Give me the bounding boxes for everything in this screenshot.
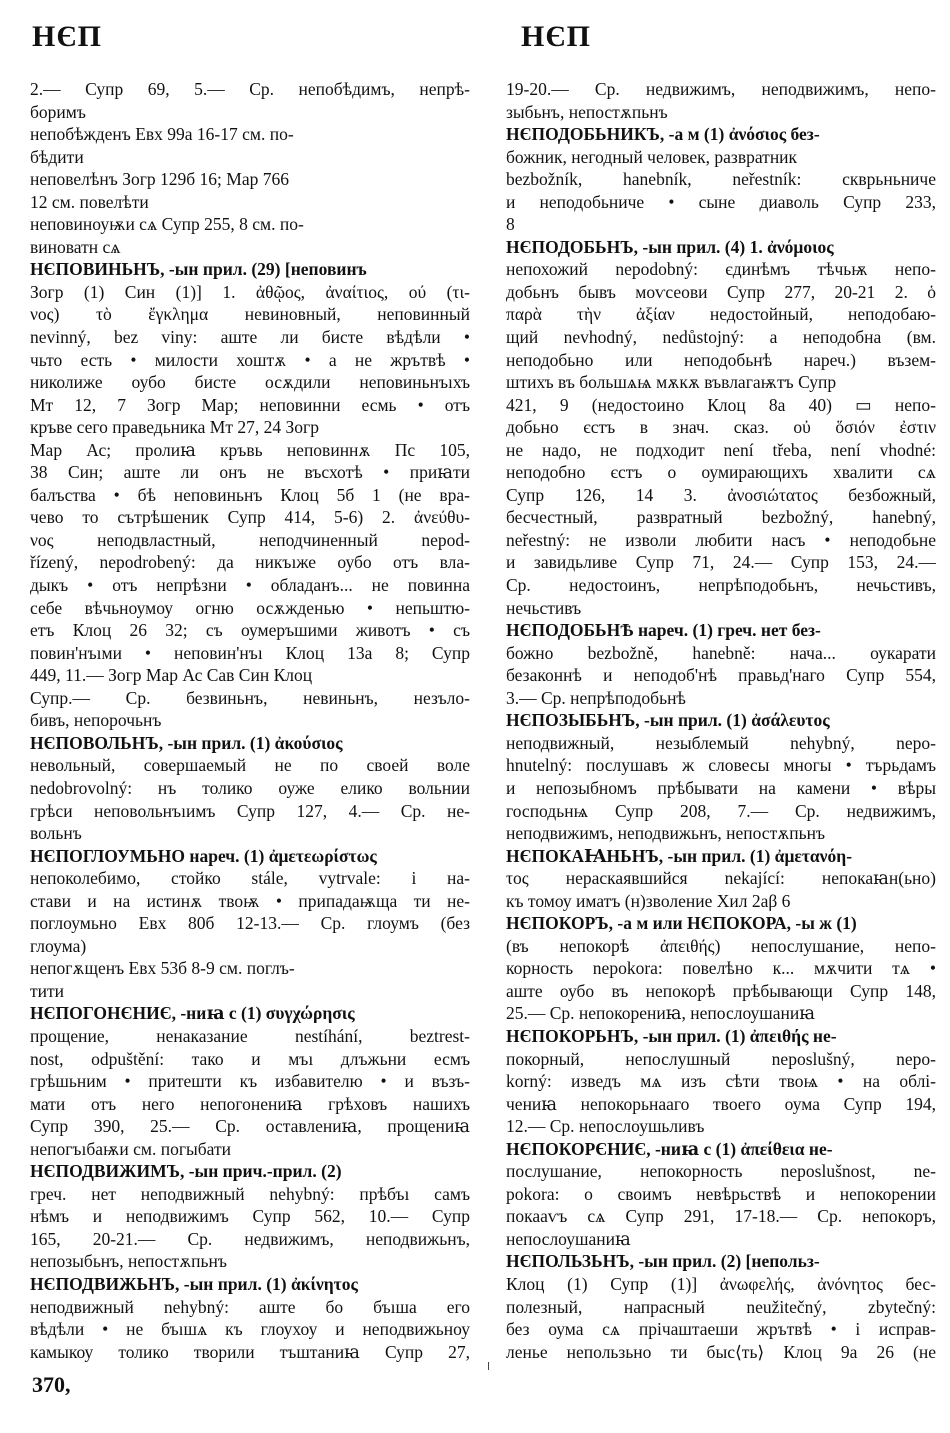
text-line: добьно єстъ в знач. сказ. οὐ ὅσιόν ἐστιν bbox=[506, 417, 936, 438]
text-line: къ томоу иматъ (н)зволение Хил 2аβ 6 bbox=[506, 890, 791, 911]
text-line: прощение, ненаказание nestíhání, beztrest- bbox=[30, 1025, 470, 1046]
text-line: hnutelný: послушавъ ж словесы многы • търьдамъ bbox=[506, 755, 936, 776]
text-line: НЄПОДВИЖЬНЪ, -ын прил. (1) ἀκίνητος bbox=[30, 1273, 358, 1294]
text-line: балъства • бѣ неповиньнъ Клоц 5б 1 (не вра- bbox=[30, 484, 470, 505]
text-line: Клоц (1) Супр (1)] ἀνωφελής, ἀνόνητος бес- bbox=[506, 1273, 936, 1294]
text-line: виноватн сѧ bbox=[30, 236, 121, 257]
text-line: НЄПОКОРЄНИЄ, -ниꙗ с (1) ἀπείθεια не- bbox=[506, 1138, 833, 1159]
column-divider-mark bbox=[488, 1362, 489, 1370]
text-line: 449, 11.— Зогр Мар Ас Сав Син Клоц bbox=[30, 665, 313, 686]
text-line: непослоушаниꙗ bbox=[506, 1228, 631, 1249]
text-line: τος нераскаявшийся nekající: непокаꙗн(ьно) bbox=[506, 868, 936, 889]
text-line: нечьстивъ bbox=[506, 597, 582, 618]
text-line: щий nevhodný, nedůstojný: а неподобна (вм. bbox=[506, 327, 936, 348]
text-line: без оума сѧ прiчаштаеши жрътвѣ • і исправ- bbox=[506, 1319, 936, 1340]
text-line: божно bezbožně, hanebně: нача... оукарати bbox=[506, 642, 936, 663]
text-line: вѣдѣли • не бъıшѧ къ глоухоу и неподвижьноу bbox=[30, 1319, 470, 1340]
text-line: не надо, не подходит není třeba, není vhodné: bbox=[506, 439, 936, 460]
text-line: господьнѩ Супр 208, 7.— Ср. недвижимъ, bbox=[506, 800, 936, 821]
text-line: дыкъ • отъ непрѣзни • обладанъ... не повинна bbox=[30, 575, 470, 596]
text-line: греч. нет неподвижный nehybný: прѣбъı самъ bbox=[30, 1183, 470, 1204]
text-line: НЄПОВИНЬНЪ, -ын прил. (29) [неповинъ bbox=[30, 259, 367, 280]
text-line: НЄПОДОБЬНЪ, -ын прил. (4) 1. ἀνόμοιος bbox=[506, 236, 834, 257]
text-line: покорный, непослушный neposlušný, nepo- bbox=[506, 1048, 936, 1069]
text-line: стави и на истинѫ твоѭ • припадаѭща ти не- bbox=[30, 890, 470, 911]
text-line: 2.— Супр 69, 5.— Ср. непобѣдимъ, непрѣ- bbox=[30, 79, 470, 99]
text-line: НЄПОКОРЪ, -а м или НЄПОКОРА, -ы ж (1) bbox=[506, 913, 857, 934]
text-line: НЄПОВОЛЬНЪ, -ын прил. (1) ἀκούσιος bbox=[30, 732, 343, 753]
text-line: мати отъ него непогонениꙗ грѣховъ нашихъ bbox=[30, 1093, 470, 1114]
running-header-right: НЄП bbox=[521, 20, 592, 53]
page-number: 370, bbox=[32, 1372, 71, 1397]
text-line: и неподобьниче • сыне диаволь Супр 233, bbox=[506, 191, 936, 212]
text-line: повин'нъıми • неповин'нъı Клоц 13а 8; Супр bbox=[30, 642, 470, 663]
text-line: Ср. недостоинъ, непрѣподобьнъ, нечьстивъ, bbox=[506, 575, 936, 596]
text-line: кръве сего праведьника Мт 27, 24 Зогр bbox=[30, 417, 319, 438]
text-line: тити bbox=[30, 980, 65, 1001]
text-line: чьто есть • милости хоштѫ • а не жрътвѣ • bbox=[30, 349, 470, 370]
text-line: νος) τὸ ἔγκλημα невиновный, неповинный bbox=[30, 304, 470, 325]
text-line: непобѣжденъ Евх 99а 16-17 см. по- bbox=[30, 124, 294, 145]
text-line: зыбьнъ, непостѫпьнъ bbox=[506, 101, 668, 122]
text-line: невольный, совершаемый не по своей воле bbox=[30, 755, 470, 776]
text-line: НЄПОДВИЖИМЪ, -ын прич.-прил. (2) bbox=[30, 1161, 342, 1182]
text-line: Супр.— Ср. безвиньнъ, невиньнъ, незъло- bbox=[30, 687, 470, 708]
text-line: НЄПОКОРЬНЪ, -ын прил. (1) ἀπειθής не- bbox=[506, 1025, 837, 1046]
text-line: непозыбьнъ, непостѫпьнъ bbox=[30, 1251, 227, 1272]
text-line: поглоумьно Евх 80б 12-13.— Ср. глоумъ (без bbox=[30, 913, 470, 934]
text-line: и непозыбномъ прѣбывати на камени • вѣры bbox=[506, 777, 936, 798]
text-line: νος неподвластный, неподчиненный nepod- bbox=[30, 529, 470, 550]
text-line: непогъıбаѭи см. погыбати bbox=[30, 1138, 231, 1159]
text-line: камыкоу толико творили тъштаниꙗ Супр 27, bbox=[30, 1341, 470, 1362]
text-line: 421, 9 (недостоино Клоц 8а 40) ▭ непо- bbox=[506, 394, 936, 415]
text-line: чениꙗ непокорьнааго твоего оума Супр 194, bbox=[506, 1093, 936, 1114]
running-header-left: НЄП bbox=[32, 20, 103, 53]
text-line: 38 Син; аште ли онъ не въсхотѣ • приꙗти bbox=[30, 462, 470, 483]
text-line: непоколебимо, стойко stále, vytrvale: і на- bbox=[30, 868, 470, 889]
text-line: неповелѣнъ Зогр 129б 16; Мар 766 bbox=[30, 169, 289, 190]
text-line: бивъ, непорочьнъ bbox=[30, 710, 162, 731]
text-line: 12.— Ср. непослоушьливъ bbox=[506, 1116, 705, 1137]
text-line: НЄПОДОБЬНИКЪ, -а м (1) ἀνόσιος без- bbox=[506, 124, 820, 145]
text-line: бесчестный, развратный bezbožný, hanebný, bbox=[506, 507, 936, 528]
text-line: неподобьно или неподобьнѣ нареч.) възем- bbox=[506, 349, 936, 370]
text-line: 8 bbox=[506, 214, 515, 235]
text-line: pokora: о своимъ невѣрьствѣ и непокорении bbox=[506, 1183, 936, 1204]
text-line: николиже оубо бисте осѫдили неповиньнъıхъ bbox=[30, 372, 470, 393]
text-line: Зогр (1) Син (1)] 1. ἀθῷος, ἀναίτιος, ού (τι- bbox=[30, 281, 470, 302]
text-line: себе вѣчьноумоу огню осѫжденью • непьштю- bbox=[30, 597, 470, 618]
text-line: вольнъ bbox=[30, 823, 82, 844]
text-line: корность nepokora: повелѣно к... мѫчити тѧ • bbox=[506, 958, 936, 979]
text-line: korný: изведъ мѧ изъ сѣти твоѩ • на облi- bbox=[506, 1071, 936, 1092]
text-line: непогѫщенъ Евх 53б 8-9 см. поглъ- bbox=[30, 958, 295, 979]
text-line: полезный, напрасный neužitečný, zbytečný: bbox=[506, 1296, 936, 1317]
text-line: nevinný, bez viny: аште ли бисте вѣдѣли • bbox=[30, 327, 470, 348]
text-line: Мт 12, 7 Зогр Мар; неповинни есмь • отъ bbox=[30, 394, 470, 415]
text-line: ленье непользьно ти быс⟨ть⟩ Клоц 9а 26 (не bbox=[506, 1341, 936, 1362]
text-line: нѣмъ и неподвижимъ Супр 562, 10.— Супр bbox=[30, 1206, 470, 1227]
text-line: НЄПОГОНЄНИЄ, -ниꙗ с (1) συγχώρησις bbox=[30, 1003, 355, 1024]
text-line: добьнъ бывъ моѵсеови Супр 277, 20-21 2. ὁ bbox=[506, 281, 936, 302]
text-line: nost, odpuštění: тако и мъı длъжьни есмъ bbox=[30, 1048, 470, 1069]
text-line: непохожий nepodobný: єдинѣмъ тѣчьѭ непо- bbox=[506, 259, 936, 280]
text-line: аште оубо въ непокорѣ прѣбывающи Супр 148, bbox=[506, 980, 936, 1001]
text-line: nedobrovolný: нъ толико оуже елико вольнии bbox=[30, 777, 470, 798]
text-line: řízený, nepodrobený: да никъıже оубо отъ вла- bbox=[30, 552, 470, 573]
text-line: неподвижный, незыблемый nehybný, nepo- bbox=[506, 732, 936, 753]
text-line: neřestný: не изволи любити насъ • неподобьне bbox=[506, 529, 936, 550]
text-line: bezbožník, hanebník, neřestník: скврьньниче bbox=[506, 169, 936, 190]
text-line: Мар Ас; пролиꙗ кръвь неповиннѫ Пс 105, bbox=[30, 439, 470, 460]
text-line: 3.— Ср. непрѣподобьнѣ bbox=[506, 687, 686, 708]
text-line: НЄПОЗЫБЬНЪ, -ын прил. (1) ἀσάλευτος bbox=[506, 710, 830, 731]
text-line: 165, 20-21.— Ср. недвижимъ, неподвижьнъ, bbox=[30, 1228, 470, 1249]
text-line: неповиноуѭи сѧ Супр 255, 8 см. по- bbox=[30, 214, 304, 235]
text-line: етъ Клоц 26 32; съ оумеръшими животъ • съ bbox=[30, 620, 470, 641]
text-line: неподобно єстъ о оумирающихъ хвалити сѧ bbox=[506, 462, 936, 483]
text-line: послушание, непокорность neposlušnost, ne- bbox=[506, 1161, 936, 1182]
text-line: παρὰ τὴν ἀξίαν недостойный, неподобаю- bbox=[506, 304, 936, 325]
text-line: грѣси неповольнъıимъ Супр 127, 4.— Ср. не- bbox=[30, 800, 470, 821]
text-line: глоума) bbox=[30, 935, 87, 956]
left-column bbox=[30, 78, 470, 1363]
text-line: неподвижимъ, неподвижьнъ, непостѫпьнъ bbox=[506, 823, 826, 844]
text-line: НЄПОЛЬЗЬНЪ, -ын прил. (2) [непольз- bbox=[506, 1251, 820, 1272]
text-line: неподвижный nehybný: аште бо бъıша его bbox=[30, 1296, 470, 1317]
text-line: Супр 126, 14 3. ἀνοσιώτατος безбожный, bbox=[506, 484, 936, 505]
text-line: штихъ въ большѧѩ мѫкѫ въвлагаѭтъ Супр bbox=[506, 372, 837, 393]
text-line: НЄПОГЛОУМЬНО нареч. (1) ἀμετεωρίστως bbox=[30, 845, 377, 866]
text-line: боримъ bbox=[30, 101, 86, 122]
text-line: и завидьливе Супр 71, 24.— Супр 153, 24.— bbox=[506, 552, 936, 573]
text-line: 19-20.— Ср. недвижимъ, неподвижимъ, непо- bbox=[506, 79, 936, 99]
text-line: НЄПОДОБЬНѢ нареч. (1) греч. нет без- bbox=[506, 620, 821, 641]
text-line: божник, негодный человек, развратник bbox=[506, 146, 798, 167]
text-line: чево то сътрѣшеник Супр 414, 5-6) 2. ἀνεύθυ- bbox=[30, 507, 470, 528]
text-line: 12 см. повелѣти bbox=[30, 191, 149, 212]
text-line: безаконнѣ и неподоб'нѣ правьд'наго Супр 554, bbox=[506, 665, 936, 686]
text-line: покааѵъ сѧ Супр 291, 17-18.— Ср. непокоръ, bbox=[506, 1206, 936, 1227]
text-line: Супр 390, 25.— Ср. оставлениꙗ, прощениꙗ bbox=[30, 1116, 470, 1137]
text-line: бѣдити bbox=[30, 146, 84, 167]
text-line: НЄПОКАꙖНЬНЪ, -ын прил. (1) ἀμετανόη- bbox=[506, 845, 853, 866]
text-line: 25.— Ср. непокорениꙗ, непослоушаниꙗ bbox=[506, 1003, 815, 1024]
right-column bbox=[506, 78, 936, 1363]
text-line: (въ непокорѣ ἀπειθής) непослушание, непо- bbox=[506, 935, 936, 956]
text-line: грѣшьним • притешти къ избавителю • и възъ- bbox=[30, 1071, 470, 1092]
